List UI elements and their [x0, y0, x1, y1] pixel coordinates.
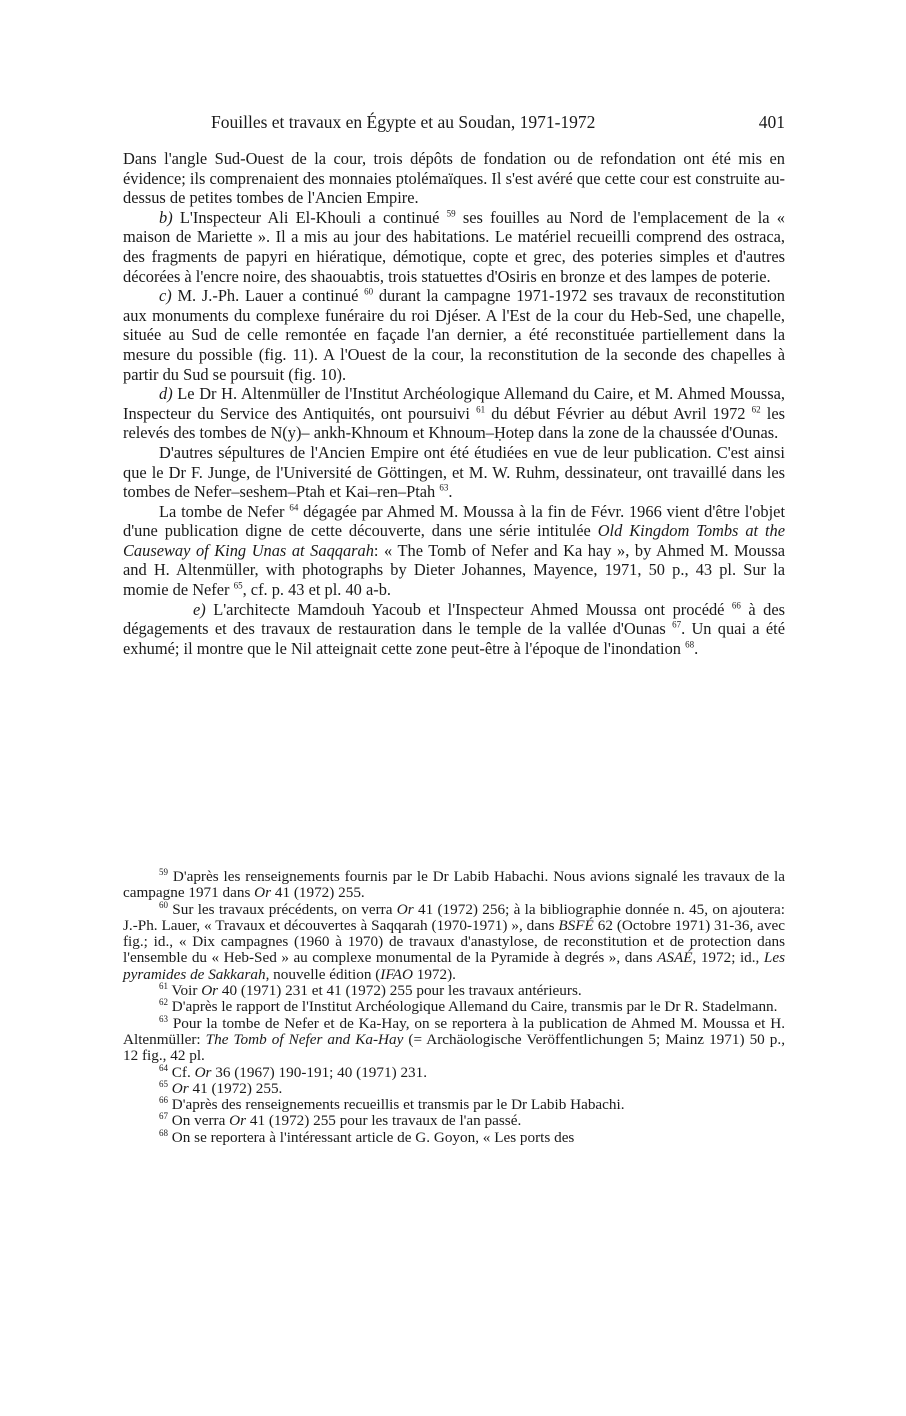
- footnote-number: 63: [159, 1013, 168, 1024]
- text-run: Pour la tombe de Nefer et de Ka-Hay, on se reportera à la publication de Ahmed M. Moussa et H. Altenmüller:: [123, 1014, 785, 1048]
- text-run: , nouvelle édition (: [265, 965, 381, 983]
- text-run: D'après des renseignements recueillis et transmis par le Dr Labib Habachi.: [168, 1096, 625, 1114]
- text-run: .: [448, 482, 453, 502]
- text-run: L'architecte Mamdouh Yacoub et l'Inspecteur Ahmed Moussa ont procédé: [205, 599, 732, 619]
- footnote-ref[interactable]: 68: [685, 639, 695, 650]
- text-run: durant la campagne 1971-1972 ses travaux de reconstitution aux monuments du complexe funéraire du roi Djéser. A l'Est de la cour du Heb-Sed, une chapelle, située au Sud de celle remontée en façade l'an dernier, a été reconstituée partiellement dans la mesure du possible (fig. 11). A l'Ouest de la cour, la reconstitution de la seconde des chapelles à partir du Sud se poursuit (fig. 10).: [123, 286, 785, 384]
- footnote-ref[interactable]: 64: [289, 502, 299, 513]
- footnote-number: 60: [159, 899, 168, 910]
- journal-abbr: BSFÉ: [558, 916, 594, 934]
- paragraph-b: [123, 208, 785, 286]
- text-run: M. J.-Ph. Lauer a continué: [171, 286, 365, 306]
- journal-abbr: Or: [254, 884, 272, 902]
- footnote-number: 61: [159, 981, 168, 992]
- text-run: les relevés des tombes de N(y)– ankh-Khnoum et Khnoum–Ḥotep dans la zone de la chaussée d'Ounas.: [123, 403, 785, 443]
- footnote-number: 65: [159, 1078, 168, 1089]
- text-run: L'Inspecteur Ali El-Khouli a continué: [172, 207, 447, 227]
- footnote-ref[interactable]: 60: [364, 286, 374, 297]
- text-run: .: [694, 638, 699, 658]
- journal-abbr: ASAÉ: [657, 949, 693, 967]
- text-run: : « The Tomb of Nefer and Ka hay », by Ahmed M. Moussa and H. Altenmüller, with photographs by Dieter Johannes, Mayence, 1971, 50 p., 43 pl. Sur la momie de Nefer: [123, 540, 785, 600]
- text-run: 41 (1972) 256; à la bibliographie donnée n. 45, on ajoutera: J.-Ph. Lauer, « Travaux et découvertes à Saqqarah (1970-1971) », dans: [123, 900, 786, 934]
- running-title: Fouilles et travaux en Égypte et au Soudan, 1971-1972: [211, 112, 596, 132]
- text-run: 40 (1971) 231 et 41 (1972) 255 pour les travaux antérieurs.: [218, 982, 582, 1000]
- book-title: Les pyramides de Sakkarah: [123, 949, 785, 983]
- text-run: 62 (Octobre 1971) 31-36, avec fig.; id., « Dix campagnes (1960 à 1970) de travaux d'anastylose, de reconstitution et de protection dans l'ensemble du « Heb-Sed » au complexe monumental de la Pyramide à degrés », dans: [123, 916, 785, 967]
- footnote-ref[interactable]: 65: [233, 580, 243, 591]
- text-run: ses fouilles au Nord de l'emplacement de la « maison de Mariette ». Il a mis au jour des habitations. Le matériel recueilli comprend des ostraca, des fragments de papyri en hiératique, démotique, copte et grec, des poteries simples et d'autres décorées à l'encre noire, des shaouabtis, trois statuettes d'Osiris en bronze et des lampes de poterie.: [123, 207, 785, 286]
- footnote-ref[interactable]: 59: [446, 208, 456, 219]
- footnote-number: 64: [159, 1062, 168, 1073]
- footnote-number: 67: [159, 1111, 168, 1122]
- book-title: The Tomb of Nefer and Ka-Hay: [205, 1030, 404, 1048]
- text-run: Cf.: [168, 1063, 195, 1081]
- footnote-66: [123, 1097, 785, 1113]
- text-run: dégagée par Ahmed M. Moussa à la fin de Févr. 1966 vient d'être l'objet d'une publication digne de cette découverte, dans une série intitulée: [123, 501, 785, 541]
- text-run: D'après les renseignements fournis par le Dr Labib Habachi. Nous avions signalé les travaux de la campagne 1971 dans: [123, 868, 785, 902]
- journal-abbr: IFAO: [380, 965, 413, 983]
- text-run: 36 (1967) 190-191; 40 (1971) 231.: [211, 1063, 428, 1081]
- journal-abbr: Or: [171, 1079, 189, 1097]
- text-run: . Un quai a été exhumé; il montre que le Nil atteignait cette zone peut-être à l'époque de l'inondation: [123, 619, 785, 658]
- footnote-ref[interactable]: 61: [476, 404, 486, 415]
- paragraph-e: [123, 600, 785, 659]
- item-label: b): [159, 207, 173, 227]
- footnote-number: 62: [159, 997, 168, 1008]
- paragraph-a-continued: [123, 149, 785, 208]
- footnote-ref[interactable]: 67: [672, 619, 682, 630]
- text-run: (= Archäologische Veröffentlichungen 5; Mainz 1971) 50 p., 12 fig., 42 pl.: [123, 1030, 785, 1065]
- footnote-60: [123, 899, 786, 983]
- footnote-number: 68: [159, 1127, 168, 1138]
- footnote-65: [123, 1078, 785, 1097]
- item-label: e): [193, 599, 206, 619]
- text-run: Dans l'angle Sud-Ouest de la cour, trois dépôts de fondation ou de refondation ont été mis en évidence; ils comprenaient des monnaies ptolémaïques. Il s'est avéré que cette cour est construite au-dessus de petites tombes de l'Ancien Empire.: [123, 149, 785, 208]
- text-run: à des dégagements et des travaux de restauration dans le temple de la vallée d'Ounas: [123, 599, 785, 639]
- journal-abbr: Or: [194, 1063, 212, 1081]
- footnote-number: 66: [159, 1095, 168, 1106]
- text-run: 1972).: [412, 965, 456, 983]
- footnote-67: [123, 1113, 785, 1129]
- paragraph-d: [123, 384, 785, 443]
- text-run: du début Février au début Avril 1972: [485, 403, 752, 423]
- text-run: 41 (1972) 255 pour les travaux de l'an passé.: [246, 1112, 522, 1130]
- journal-abbr: Or: [396, 900, 414, 918]
- text-run: Sur les travaux précédents, on verra: [168, 900, 397, 918]
- journal-abbr: Or: [229, 1112, 247, 1130]
- footnote-ref[interactable]: 63: [439, 482, 449, 493]
- text-run: D'autres sépultures de l'Ancien Empire ont été étudiées en vue de leur publication. C'est ainsi que le Dr F. Junge, de l'Université de Göttingen, et M. W. Ruhm, dessinateur, ont travaillé dans les tombes de Nefer–seshem–Ptah et Kai–ren–Ptah: [123, 442, 785, 502]
- text-run: , 1972; id.,: [692, 949, 764, 967]
- footnote-62: [123, 999, 785, 1015]
- journal-abbr: Or: [201, 982, 219, 1000]
- text-run: Voir: [168, 982, 202, 1000]
- text-run: , cf. p. 43 et pl. 40 a-b.: [242, 580, 391, 600]
- paragraph-other-tombs: [123, 443, 785, 502]
- page-number: 401: [758, 112, 785, 132]
- footnote-59: [123, 866, 785, 902]
- text-run: On verra: [168, 1112, 230, 1130]
- footnote-64: [123, 1062, 785, 1081]
- footnotes: [123, 866, 786, 1146]
- paragraph-nefer-tomb: [123, 502, 785, 600]
- footnote-63: [123, 1013, 785, 1065]
- footnote-ref[interactable]: 62: [751, 404, 761, 415]
- text-run: La tombe de Nefer: [159, 501, 290, 521]
- item-label: d): [159, 384, 173, 404]
- footnote-ref[interactable]: 66: [731, 600, 741, 611]
- text-run: 41 (1972) 255.: [271, 884, 365, 902]
- footnote-68: [123, 1127, 785, 1146]
- main-text: [123, 149, 785, 658]
- running-header: [211, 112, 785, 138]
- text-run: D'après le rapport de l'Institut Archéologique Allemand du Caire, transmis par le Dr R. Stadelmann.: [168, 998, 778, 1016]
- footnote-number: 59: [159, 866, 168, 877]
- series-title: Old Kingdom Tombs at the Causeway of King Unas at Saqqarah: [123, 521, 785, 560]
- text-run: Le Dr H. Altenmüller de l'Institut Archéologique Allemand du Caire, et M. Ahmed Moussa, Inspecteur du Service des Antiquités, ont poursuivi: [123, 384, 785, 423]
- text-run: On se reportera à l'intéressant article de G. Goyon, « Les ports des: [168, 1128, 575, 1146]
- footnote-61: [123, 983, 785, 999]
- item-label: c): [159, 286, 172, 306]
- paragraph-c: [123, 286, 785, 384]
- text-run: 41 (1972) 255.: [188, 1079, 283, 1097]
